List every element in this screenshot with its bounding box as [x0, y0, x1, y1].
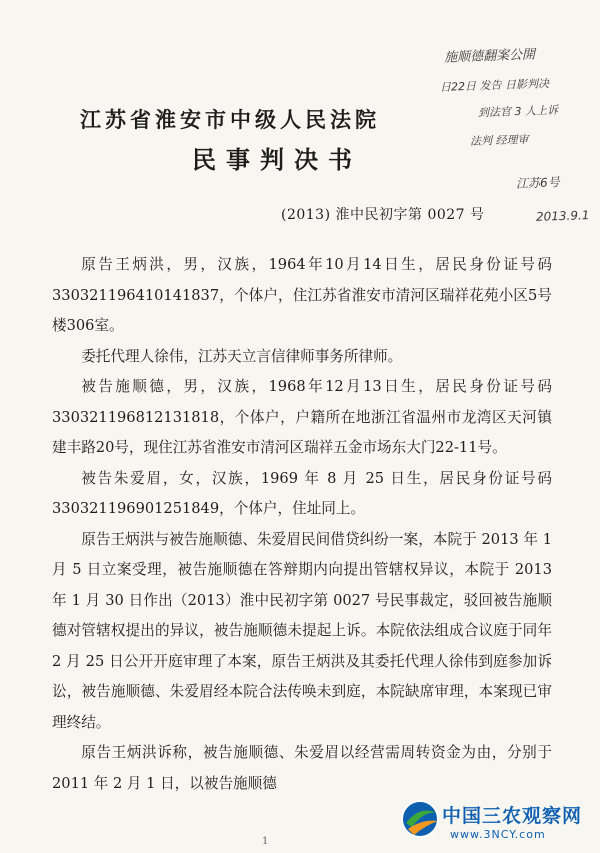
defendant-2-paragraph: 被告朱爱眉，女，汉族，1969 年 8 月 25 日生，居民身份证号码 330321196901251849，个体户，住址同上。 [52, 469, 552, 517]
plaintiff-paragraph: 原告王炳洪，男，汉族，1964年10月14日生，居民身份证号码330321196410141837，个体户，住江苏省淮安市清河区瑞祥花苑小区5号楼306室。 [52, 256, 552, 334]
case-number: (2013) 淮中民初字第 0027 号 [281, 207, 485, 223]
site-url[interactable]: www.3NCY.com [450, 828, 546, 841]
defendant-1-paragraph: 被告施顺德，男，汉族，1968年12月13日生，居民身份证号码330321196812131818，个体户，户籍所在地浙江省温州市龙湾区天河镇建丰路20号，现住江苏省淮安市清河区瑞祥五金市场东大门22-11号。 [52, 378, 552, 456]
handwritten-note-line: 法判 经理审 [469, 132, 529, 149]
judgment-body [52, 250, 552, 799]
handwritten-date: 2013.9.1 [535, 208, 590, 224]
handwritten-note-line: 日22日 发告 日影判决 [439, 77, 550, 94]
site-logo-icon [398, 797, 442, 841]
handwritten-note-line: 到法官 3 人上诉 [477, 103, 559, 120]
agent-paragraph: 委托代理人徐伟，江苏天立言信律师事务所律师。 [81, 347, 403, 365]
document-title: 民事判决书 [192, 145, 362, 174]
court-name: 江苏省淮安市中级人民法院 [80, 107, 380, 132]
page-number: 1 [262, 836, 269, 847]
procedure-paragraph: 原告王炳洪与被告施顺德、朱爱眉民间借贷纠纷一案，本院于 2013 年 1 月 5 日立案受理，被告施顺德在答辩期内向提出管辖权异议，本院于 2013 年 1 月 30 日作出（2013）淮中民初字第 0027 号民事裁定，驳回被告施顺德对管辖权提出的异议，被告施顺德未提起上诉。本院依法组成合议庭于同年 2 月 25 日公开开庭审理了本案，原告王炳洪及其委托代理人徐伟到庭参加诉讼，被告施顺德、朱爱眉经本院合法传唤未到庭，本院缺席审理，本案现已审理终结。 [52, 530, 552, 731]
handwritten-note-line: 江苏6号 [515, 175, 560, 191]
claim-paragraph: 原告王炳洪诉称，被告施顺德、朱爱眉以经营需周转资金为由，分别于 2011 年 2 月 1 日，以被告施顺德 [52, 744, 552, 792]
site-watermark [398, 795, 598, 851]
site-name: 中国三农观察网 [442, 805, 583, 827]
handwritten-note-line: 施顺德翻案公開 [443, 47, 536, 66]
